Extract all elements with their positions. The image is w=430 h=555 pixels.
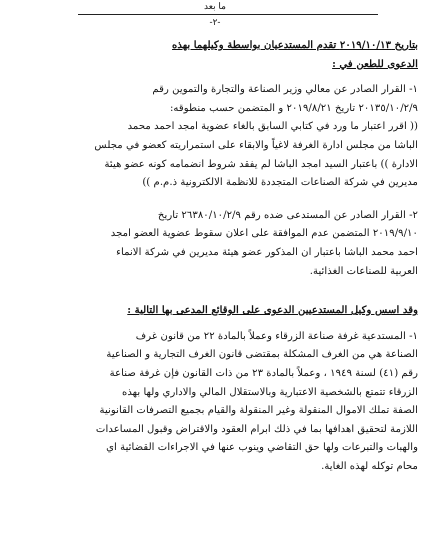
item-2-line-2: ٢٠١٩/٩/١٠ المتضمن عدم الموافقة على اعلان سقوط عضوية العضو امجد [110,228,418,240]
item-1 [18,81,418,193]
grounds-line-5: الصفة تملك الاموال المنقولة وغير المنقولة والقيام بجميع التصرفات القانونية [99,405,418,417]
grounds-line-8: محام توكله لهذه الغاية. [321,460,418,472]
grounds-line-6: اللازمة لتحقيق اهدافها بما في ذلك ابرام العقود والاقتراض وقبول المساعدات [95,423,418,435]
grounds-item-1 [18,328,418,477]
intro-heading-line-1: بتاريخ ٢٠١٩/١٠/١٣ تقدم المستدعيان بواسطة وكيلهما بهذه [172,39,418,51]
grounds-line-3: رقم (٤١) لسنة ١٩٤٩ ، وعملاً بالمادة ٢٣ من ذات القانون فإن غرفة صناعة [109,367,418,379]
item-1-line-2: ٢٠١٣٥/١٠/٢/٩ تاريخ ٢٠١٩/٨/٢١ و المتضمن حسب منطوقه: [169,102,418,114]
item-1-quote-1: (( اقرر اعتبار ما ورد في كتابي السابق بالغاء عضوية امجد احمد محمد [127,121,418,133]
header-note: ما بعد [204,2,226,12]
page-number: -٢- [209,18,221,28]
item-1-quote-4: مديرين في شركة الصناعات المتجددة للانظمة الالكترونية ذ.م.م )) [142,177,418,189]
grounds-line-1: ١- المستدعية غرفة صناعة الزرقاء وعملاً بالمادة ٢٢ من قانون غرف [135,330,418,342]
grounds-line-7: والهبات والتبرعات ولها حق التقاضي وينوب عنها في الاجراءات القضائية اي [106,442,418,454]
document-body [18,36,418,476]
item-2-line-4: العربية للصناعات الغذائية. [309,265,418,277]
grounds-line-4: الزرقاء تتمتع بالشخصية الاعتبارية وبالاستقلال المالي والاداري ولها بهذه [121,386,418,398]
item-1-quote-3: الادارة )) باعتبار السيد امجد الباشا لم يفقد شروط انضمامه كونه عضو هيئة [104,158,418,170]
grounds-heading: وقد اسس وكيل المستدعيين الدعوى على الوقائع المدعى بها التالية : [127,304,418,317]
item-2-line-3: احمد محمد الباشا باعتبار ان المذكور عضو هيئة مديرين في شركة الانماء [116,246,418,258]
item-1-quote-2: الباشا من مجلس ادارة الغرفة لاغياً والابقاء على استمراريته كعضو في مجلس [94,139,418,151]
item-2 [18,207,418,281]
header-divider [78,14,378,15]
grounds-line-2: الصناعة هي من الغرف المشكلة بمقتضى قانون الغرف التجارية و الصناعية [106,349,418,361]
item-2-line-1: ٢- القرار الصادر عن المستدعى ضده رقم ٢٦٣٨٠/١٠/٢/٩ تاريخ [157,209,418,221]
item-1-line-1: ١- القرار الصادر عن معالي وزير الصناعة والتجارة والتموين رقم [152,84,418,96]
intro-heading-line-2: الدعوى للطعن في : [332,57,418,70]
